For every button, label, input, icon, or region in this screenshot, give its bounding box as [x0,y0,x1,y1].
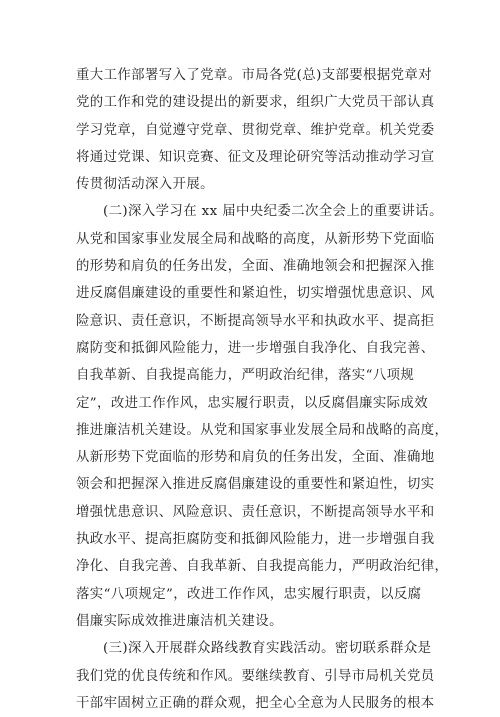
text-line: 从新形势下党面临的形势和肩负的任务出发，全面、准确地 [76,450,435,466]
text-line: 学习党章，自觉遵守党章、贯彻党章、维护党章。机关党委 [76,122,435,138]
text-line: 的形势和肩负的任务出发，全面、准确地领会和把握深入推 [76,259,435,275]
text-line: 重大工作部署写入了党章。市局各党(总)支部要根据党章对 [76,68,433,83]
document-body [76,62,449,717]
text-line: (三)深入开展群众路线教育实践活动。密切联系群众是 [103,641,432,657]
text-line: 我们党的优良传统和作风。要继续教育、引导市局机关党员 [76,668,435,684]
paragraph-2 [76,198,449,635]
text-line: 倡廉实际成效推进廉洁机关建设。 [76,613,283,629]
text-line: 干部牢固树立正确的群众观，把全心全意为人民服务的根本 [76,695,435,711]
text-line: 执政水平、提高拒腐防变和抵御风险能力，进一步增强自我 [76,532,435,548]
text-line: 从党和国家事业发展全局和战略的高度，从新形势下党面临 [76,231,435,247]
text-line: 腐防变和抵御风险能力，进一步增强自我净化、自我完善、 [76,340,435,356]
paragraph-1 [76,62,435,198]
text-line: 定”，改进工作作风，忠实履行职责，以反腐倡廉实际成效 [76,395,429,411]
text-line: 自我革新、自我提高能力，严明政治纪律，落实“八项规 [76,368,415,384]
text-line: 进反腐倡廉建设的重要性和紧迫性，切实增强忧患意识、风 [76,286,435,302]
text-line: 将通过党课、知识竞赛、征文及理论研究等活动推动学习宣 [76,149,435,165]
text-line: 领会和把握深入推进反腐倡廉建设的重要性和紧迫性，切实 [76,477,435,493]
text-line: 推进廉洁机关建设。从党和国家事业发展全局和战略的高度， [76,422,449,438]
text-line: 党的工作和党的建设提出的新要求，组织广大党员干部认真 [76,95,435,111]
text-line: 净化、自我完善、自我革新、自我提高能力，严明政治纪律， [76,559,449,575]
text-line: 传贯彻活动深入开展。 [76,177,214,193]
text-line: 增强忧患意识、风险意识、责任意识，不断提高领导水平和 [76,504,435,520]
text-line: 险意识、责任意识，不断提高领导水平和执政水平、提高拒 [76,313,435,329]
paragraph-3 [76,635,435,717]
text-line: 落实“八项规定”，改进工作作风，忠实履行职责，以反腐 [76,586,422,602]
text-line: (二)深入学习在 xx 届中央纪委二次全会上的重要讲话。 [103,204,443,220]
